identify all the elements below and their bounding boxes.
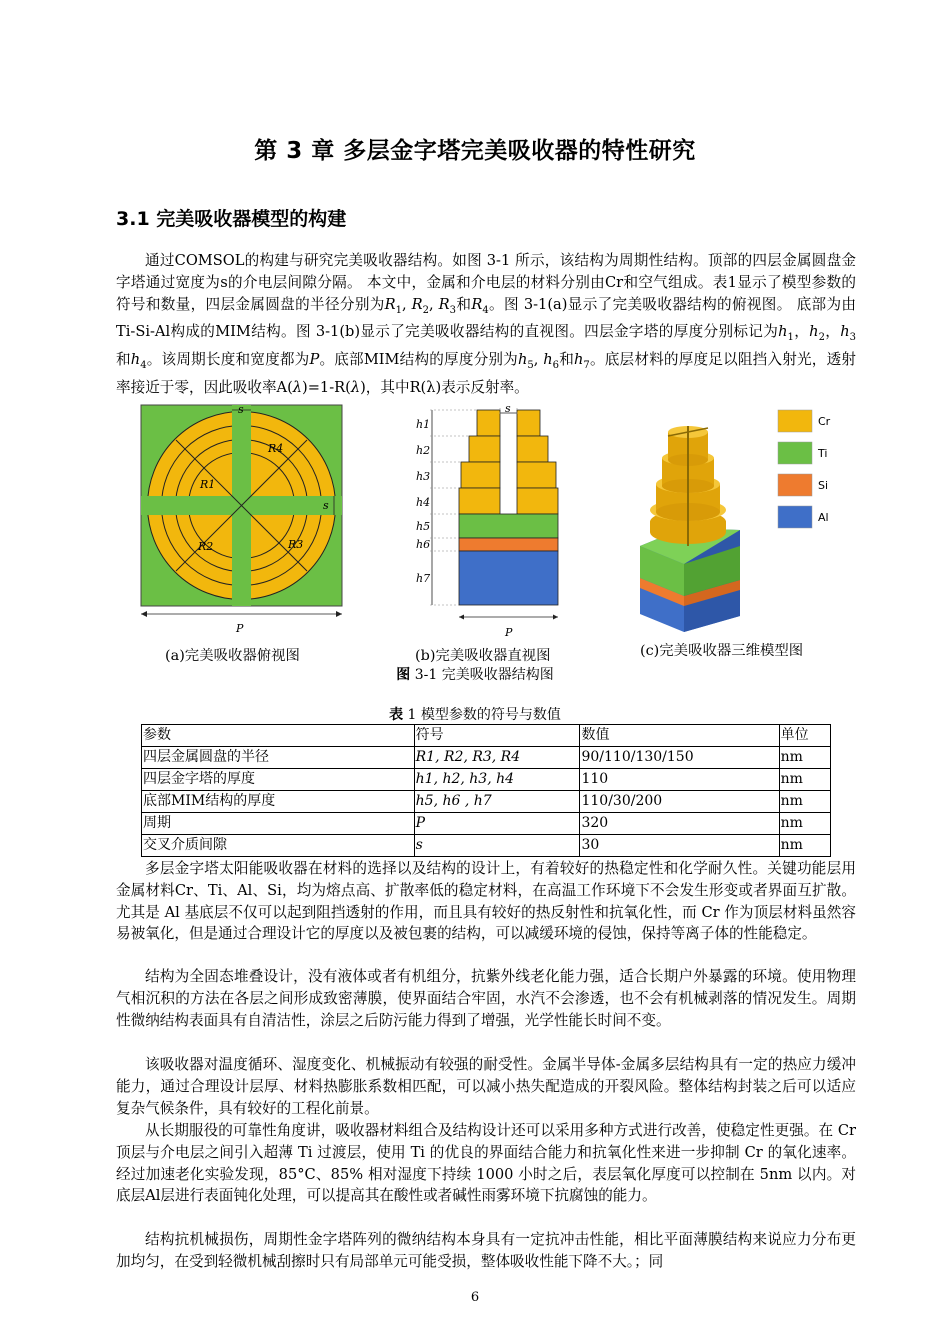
intro-paragraph: 通过COMSOL的构建与研究完美吸收器结构。如图 3-1 所示，该结构为周期性结构。顶部的四层金属圆盘金字塔通过宽度为s的介电层间隙分隔。 本文中，金属和介电层的材料分别由Cr和空气组成。表1显示了模型参数的符号和数量，四层金属圆盘的半径分别为$R_1$, $R_2$, $R_3$和$R_4$。图 3-1(a)显示了完美吸收器结构的俯视图。 底部为由Ti-Si-Al构成的MIM结构。图 3-1(b)显示了完美吸收器结构的直视图。四层金字塔的厚度分别标记为$h_1$，$h_2$，$h_3$和$h_4$。该周期长度和宽度都为P。底部MIM结构的厚度分别为$h_5$, $h_6$和$h_7$。底层材料的厚度足以阻挡入射光，透射率接近于零，因此吸收率A(λ)=1-R(λ)，其中R(λ)表示反射率。 bbox=[116, 252, 856, 396]
table-cell-unit: 单位 bbox=[779, 725, 830, 747]
table-cell-value: 110/30/200 bbox=[580, 791, 779, 813]
fig-a-label-s-top: s bbox=[238, 403, 244, 416]
section-title: 3.1 完美吸收器模型的构建 bbox=[116, 208, 347, 230]
table-cell-value: 90/110/130/150 bbox=[580, 747, 779, 769]
fig-a-label-R2: R2 bbox=[198, 540, 214, 553]
table-cell-symbol: R1, R2, R3, R4 bbox=[414, 747, 580, 769]
legend-label-si: Si bbox=[818, 479, 829, 492]
table-cell-param: 参数 bbox=[142, 725, 415, 747]
fig-a-label-R4: R4 bbox=[268, 442, 284, 455]
figure-c-caption: (c)完美吸收器三维模型图 bbox=[640, 643, 804, 659]
table-row bbox=[142, 791, 831, 813]
figure-b-side-view bbox=[410, 404, 610, 640]
figure-caption: 图 3-1 完美吸收器结构图 bbox=[396, 667, 554, 683]
fig-b-label-h5: h5 bbox=[416, 520, 431, 533]
body-paragraph-4: 从长期服役的可靠性角度讲，吸收器材料组合及结构设计还可以采用多种方式进行改善，使稳定性更强。在 Cr 顶层与介电层之间引入超薄 Ti 过渡层，使用 Ti 的优良的界面结合能力和抗氧化性来进一步抑制 Cr 的氧化速率。经过加速老化实验发现，85°C、85% 相对湿度下持续 1000 小时之后，表层氧化厚度可以控制在 5nm 以内。对底层Al层进行表面钝化处理，可以提高其在酸性或者碱性雨雾环境下抗腐蚀的能力。 bbox=[116, 1122, 856, 1205]
table-cell-param: 四层金属圆盘的半径 bbox=[142, 747, 415, 769]
body-paragraph-5: 结构抗机械损伤，周期性金字塔阵列的微纳结构本身具有一定抗冲击性能，相比平面薄膜结构来说应力分布更加均匀，在受到轻微机械刮擦时只有局部单元可能受损，整体吸收性能下降不大。；同 bbox=[116, 1231, 856, 1270]
fig-b-label-h1: h1 bbox=[416, 418, 431, 431]
fig-a-label-P: P bbox=[236, 622, 244, 635]
fig-b-label-h6: h6 bbox=[416, 538, 431, 551]
table-cell-symbol: h5, h6 , h7 bbox=[414, 791, 580, 813]
table-row bbox=[142, 747, 831, 769]
table-row bbox=[142, 813, 831, 835]
table-header-row bbox=[142, 725, 831, 747]
table-cell-unit: nm bbox=[779, 813, 830, 835]
table-cell-unit: nm bbox=[779, 791, 830, 813]
table-cell-param: 周期 bbox=[142, 813, 415, 835]
table-cell-param: 交叉介质间隙 bbox=[142, 835, 415, 857]
figure-b-caption: (b)完美吸收器直视图 bbox=[415, 648, 551, 664]
body-paragraph-2: 结构为全固态堆叠设计，没有液体或者有机组分，抗紫外线老化能力强，适合长期户外暴露的环境。使用物理气相沉积的方法在各层之间形成致密薄膜，使界面结合牢固，水汽不会渗透，也不会有机械剥落的情况发生。周期性微纳结构表面具有自清洁性，涂层之后防污能力得到了增强，光学性能长时间不变。 bbox=[116, 968, 856, 1029]
legend-label-ti: Ti bbox=[818, 447, 828, 460]
table-cell-unit: nm bbox=[779, 747, 830, 769]
fig-b-label-h3: h3 bbox=[416, 470, 431, 483]
legend-label-cr: Cr bbox=[818, 415, 831, 428]
table-cell-value: 数值 bbox=[580, 725, 779, 747]
table-row bbox=[142, 769, 831, 791]
figure-a-caption: (a)完美吸收器俯视图 bbox=[165, 648, 300, 664]
table-cell-value: 110 bbox=[580, 769, 779, 791]
figure-a-top-view bbox=[138, 402, 348, 638]
table-cell-param: 四层金字塔的厚度 bbox=[142, 769, 415, 791]
legend-label-al: Al bbox=[818, 511, 829, 524]
page-number: 6 bbox=[470, 1290, 480, 1305]
fig-a-label-s-right: s bbox=[323, 499, 329, 512]
table-row bbox=[142, 835, 831, 857]
table-cell-unit: nm bbox=[779, 835, 830, 857]
fig-b-label-h7: h7 bbox=[416, 572, 431, 585]
figure-c-3d-model bbox=[636, 406, 850, 636]
body-paragraph-1: 多层金字塔太阳能吸收器在材料的选择以及结构的设计上，有着较好的热稳定性和化学耐久性。关键功能层用金属材料Cr、Ti、Al、Si，均为熔点高、扩散率低的稳定材料，在高温工作环境下不会发生形变或者界面互扩散。尤其是 Al 基底层不仅可以起到阻挡透射的作用，而且具有较好的热反射性和抗氧化性，而 Cr 作为顶层材料虽然容易被氧化，但是通过合理设计它的厚度以及被包裹的结构，可以减缓环境的侵蚀，保持等离子体的性能稳定。 bbox=[116, 860, 856, 943]
fig-b-label-h4: h4 bbox=[416, 496, 431, 509]
fig-b-label-P: P bbox=[505, 626, 513, 639]
table-cell-param: 底部MIM结构的厚度 bbox=[142, 791, 415, 813]
body-paragraph-3: 该吸收器对温度循环、湿度变化、机械振动有较强的耐受性。金属半导体-金属多层结构具有一定的热应力缓冲能力，通过合理设计层厚、材料热膨胀系数相匹配，可以减小热失配造成的开裂风险。整体结构封装之后可以适应复杂气候条件，具有较好的工程化前景。 bbox=[116, 1056, 856, 1117]
table-caption: 表 1 模型参数的符号与数值 bbox=[389, 707, 561, 723]
table-cell-unit: nm bbox=[779, 769, 830, 791]
table-cell-symbol: h1, h2, h3, h4 bbox=[414, 769, 580, 791]
fig-b-label-s: s bbox=[505, 404, 511, 415]
fig-a-label-R3: R3 bbox=[288, 538, 304, 551]
table-cell-symbol: P bbox=[414, 813, 580, 835]
table-cell-value: 320 bbox=[580, 813, 779, 835]
table-cell-symbol: 符号 bbox=[414, 725, 580, 747]
table-cell-value: 30 bbox=[580, 835, 779, 857]
fig-a-label-R1: R1 bbox=[200, 478, 216, 491]
table-cell-symbol: s bbox=[414, 835, 580, 857]
parameter-table bbox=[141, 724, 831, 857]
fig-b-label-h2: h2 bbox=[416, 444, 431, 457]
chapter-title: 第 3 章 多层金字塔完美吸收器的特性研究 bbox=[254, 138, 696, 164]
